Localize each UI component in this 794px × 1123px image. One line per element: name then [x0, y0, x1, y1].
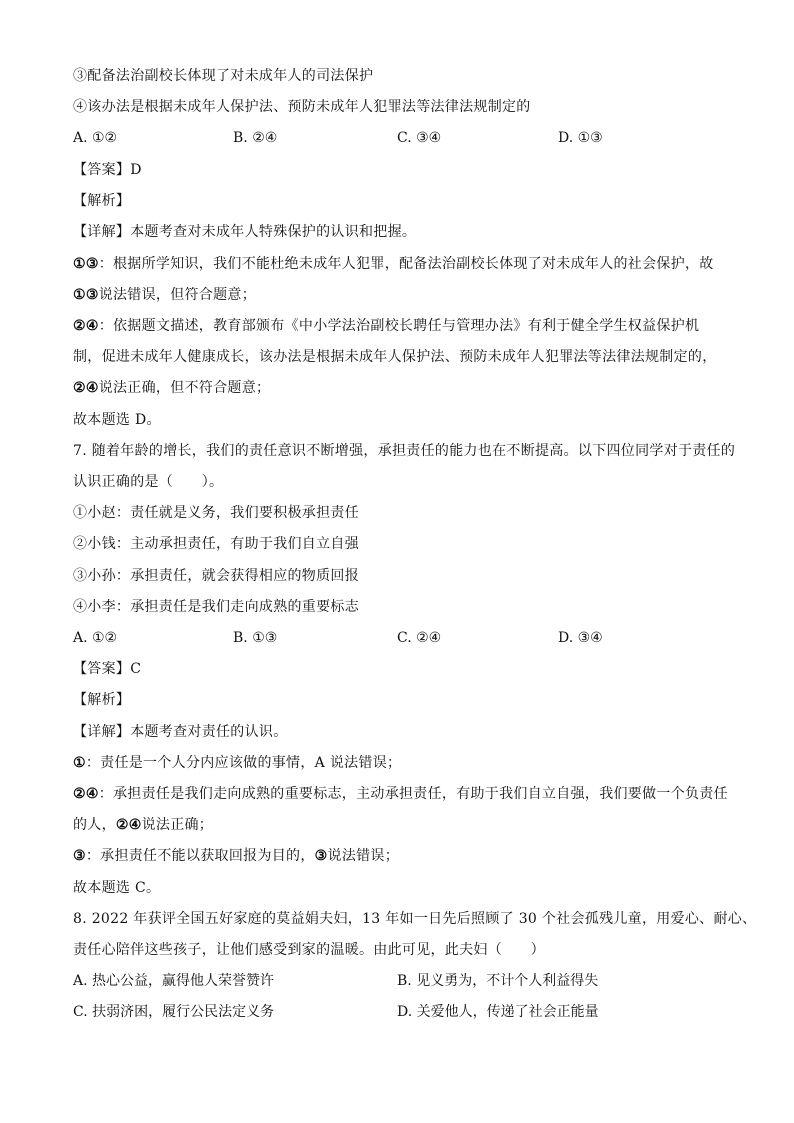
- q7-statement-1: ①小赵：责任就是义务，我们要积极承担责任: [73, 505, 359, 521]
- q7-exp2-cont-b: 说法正确；: [141, 817, 214, 833]
- q6-option-c: C. ③④: [397, 130, 442, 146]
- q7-detail: 【详解】本题考查对责任的认识。: [73, 724, 288, 740]
- q7-exp2-lead: ②④: [73, 786, 99, 802]
- q6-exp2-end-lead: ②④: [73, 380, 99, 396]
- q8-stem-line-1: 8. 2022 年获评全国五好家庭的莫益娟夫妇，13 年如一日先后照顾了 30 个社会孤残儿童，用爱心、耐心、: [73, 911, 757, 927]
- q8-option-d: D. 关爱他人，传递了社会正能量: [397, 1004, 599, 1020]
- q6-exp1-lead: ①③: [73, 256, 99, 272]
- q7-stem-line-1: 7. 随着年龄的增长，我们的责任意识不断增强，承担责任的能力也在不断提高。以下四位同学对于责任的: [73, 443, 736, 459]
- q6-exp2-end-text: 说法正确，但不符合题意；: [98, 380, 271, 396]
- q7-conclusion: 故本题选 C。: [73, 880, 161, 896]
- q7-exp2-cont-a: 的人，: [73, 817, 116, 833]
- q6-explanation-2-end: [73, 378, 270, 398]
- q7-answer: 【答案】C: [73, 661, 142, 677]
- q7-exp3-lead: ③: [73, 848, 86, 864]
- q7-exp1-lead: ①: [73, 755, 86, 771]
- q7-exp2-text: ：承担责任是我们走向成熟的重要标志，主动承担责任，有助于我们自立自强，我们要做一个负责任: [98, 786, 728, 802]
- q7-exp1-text: ：责任是一个人分内应该做的事情，A 说法错误；: [85, 755, 402, 771]
- q8-option-b: B. 见义勇为，不计个人利益得失: [397, 973, 599, 989]
- q7-exp2-cont-lead: ②④: [115, 817, 142, 833]
- q6-exp2-text: ：依据题文描述，教育部颁布《中小学法治副校长聘任与管理办法》有利于健全学生权益保护机: [98, 318, 700, 334]
- q7-explanation-1: [73, 753, 401, 773]
- q7-option-b: B. ①③: [233, 630, 278, 646]
- q6-options: [73, 128, 723, 148]
- q7-option-c: C. ②④: [397, 630, 442, 646]
- q7-exp3-text: ：承担责任不能以获取回报为目的，: [85, 848, 315, 864]
- q6-explanation-1-cont: [73, 285, 256, 305]
- q7-statement-3: ③小孙：承担责任，就会获得相应的物质回报: [73, 568, 359, 584]
- q7-statement-4: ④小李：承担责任是我们走向成熟的重要标志: [73, 599, 359, 615]
- q7-exp3-mid-lead: ③: [314, 848, 328, 864]
- q6-analysis-label: 【解析】: [73, 193, 131, 209]
- q6-explanation-2: [73, 316, 699, 336]
- q7-statement-2: ②小钱：主动承担责任，有助于我们自立自强: [73, 536, 359, 552]
- q8-option-c: C. 扶弱济困，履行公民法定义务: [73, 1004, 275, 1020]
- q6-explanation-1: [73, 254, 714, 274]
- q6-answer: 【答案】D: [73, 162, 142, 178]
- q7-explanation-2: [73, 784, 728, 804]
- q6-exp1-cont-text: 说法错误，但符合题意；: [98, 287, 257, 303]
- q7-option-d: D. ③④: [558, 630, 603, 646]
- q7-options: [73, 628, 723, 648]
- q6-exp2-lead: ②④: [73, 318, 99, 334]
- q8-stem-line-2: 责任心陪伴这些孩子，让他们感受到家的温暖。由此可见，此夫妇（ ）: [73, 942, 545, 958]
- q7-exp3-end: 说法错误；: [327, 848, 400, 864]
- q6-exp1-cont-lead: ①③: [73, 287, 99, 303]
- q8-options-row-2: [73, 1002, 723, 1022]
- q8-options-row-1: [73, 971, 723, 991]
- q6-option-a: A. ①②: [73, 130, 118, 146]
- q6-statement-4: ④该办法是根据未成年人保护法、预防未成年人犯罪法等法律法规制定的: [73, 99, 531, 115]
- q6-option-d: D. ①③: [558, 130, 603, 146]
- q7-option-a: A. ①②: [73, 630, 118, 646]
- q6-detail: 【详解】本题考查对未成年人特殊保护的认识和把握。: [73, 224, 417, 240]
- q6-statement-3: ③配备法治副校长体现了对未成年人的司法保护: [73, 68, 374, 84]
- q6-option-b: B. ②④: [233, 130, 278, 146]
- q7-stem-line-2: 认识正确的是（ ）。: [73, 474, 224, 490]
- q7-explanation-2-cont: [73, 815, 213, 835]
- q6-conclusion: 故本题选 D。: [73, 412, 161, 428]
- q7-analysis-label: 【解析】: [73, 692, 131, 708]
- q8-option-a: A. 热心公益，赢得他人荣誉赞许: [73, 973, 275, 989]
- q7-explanation-3: [73, 846, 399, 866]
- q6-explanation-2-cont: 制，促进未成年人健康成长，该办法是根据未成年人保护法、预防未成年人犯罪法等法律法规制定的，: [73, 349, 717, 365]
- q6-exp1-text: ：根据所学知识，我们不能杜绝未成年人犯罪，配备法治副校长体现了对未成年人的社会保护，故: [98, 256, 714, 272]
